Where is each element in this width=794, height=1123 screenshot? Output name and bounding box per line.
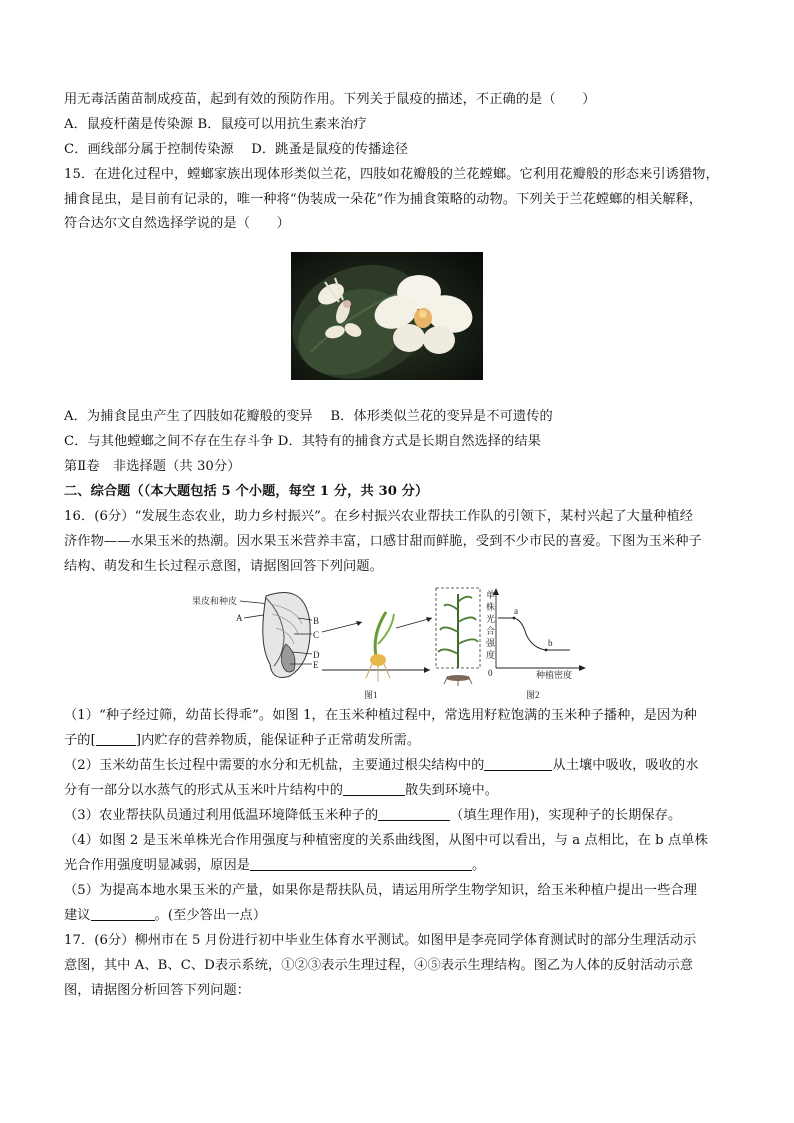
y-axis-char-4: 合: [486, 626, 496, 636]
q17-stem-line3: 图，请据图分析回答下列问题：: [64, 983, 251, 998]
q15-options-cd: C．与其他螳螂之间不存在生存斗争 D．其特有的捕食方式是长期自然选择的结果: [64, 434, 541, 449]
q16-2-answer-blank-2[interactable]: [343, 781, 405, 796]
fig2-caption: 图2: [526, 690, 540, 700]
label-seed-coat: 果皮和种皮: [192, 596, 238, 606]
q15-stem-line1: 15．在进化过程中，螳螂家族出现体形类似兰花，四肢如花瓣般的兰花螳螂。它利用花瓣般的形态来引诱猎物，: [64, 167, 719, 182]
q16-4-line2: [64, 854, 744, 878]
q16-2-suffix: 从土壤中吸收，吸收的水: [552, 758, 699, 773]
q14-stem-continued: 用无毒活菌苗制成疫苗，起到有效的预防作用。下列关于鼠疫的描述，不正确的是（ ）: [64, 92, 596, 107]
q16-stem-line1: 16．(6分）“发展生态农业，助力乡村振兴”。在乡村振兴农业帮扶工作队的引领下，某村兴起了大量种植经: [64, 509, 694, 524]
q15-stem-line2: 捕食昆虫，是目前有记录的，唯一种将“伪装成一朵花”作为捕食策略的动物。下列关于兰花螳螂的相关解释，: [64, 192, 703, 207]
point-a-label: a: [514, 606, 518, 616]
corn-seed-figure: [186, 584, 596, 704]
y-axis-char-6: 度: [486, 650, 496, 660]
point-b-label: b: [548, 638, 553, 648]
q16-2-line1: [64, 754, 744, 778]
q16-5-line2: [64, 904, 744, 928]
q16-2-answer-blank-1[interactable]: [484, 756, 552, 771]
x-axis-label: 种植密度: [536, 670, 573, 680]
q17-stem-line2: 意图，其中 A、B、C、D表示系统，①②③表示生理过程，④⑤表示生理结构。图乙为人体的反射活动示意: [64, 958, 694, 973]
y-axis-char-2: 株: [486, 602, 496, 612]
y-axis-char-5: 强: [486, 638, 496, 648]
label-e: E: [313, 660, 319, 670]
q16-1-answer-blank[interactable]: [96, 731, 136, 746]
label-c: C: [313, 630, 320, 640]
q15-options-ab: A．为捕食昆虫产生了四肢如花瓣般的变异 B．体形类似兰花的变异是不可遗传的: [64, 409, 553, 424]
q16-4-prefix: 光合作用强度明显减弱，原因是: [64, 858, 251, 873]
q16-4-suffix: 。: [472, 858, 486, 873]
y-axis-char-3: 光: [486, 614, 496, 624]
q16-2b-suffix: 散失到环境中。: [405, 783, 499, 798]
q15-stem-line3: 符合达尔文自然选择学说的是（ ）: [64, 216, 290, 231]
q16-3-prefix: （3）农业帮扶队员通过利用低温环境降低玉米种子的: [64, 808, 379, 823]
orchid-mantis-illustration: [291, 252, 483, 380]
part-two-heading: 二、综合题（（本大题包括 5 个小题，每空 1 分，共 30 分）: [64, 484, 429, 499]
q16-5-answer-blank[interactable]: [91, 906, 155, 921]
q16-4-line1: （4）如图 2 是玉米单株光合作用强度与种植密度的关系曲线图，从图中可以看出，与 a 点相比，在 b 点单株: [64, 833, 708, 848]
q16-stem-line2: 济作物——水果玉米的热潮。因水果玉米营养丰富，口感甘甜而鲜脆，受到不少市民的喜爱。下图为玉米种子: [64, 534, 702, 549]
q16-5-prefix: 建议: [64, 908, 91, 923]
q16-2b-prefix: 分有一部分以水蒸气的形式从玉米叶片结构中的: [64, 783, 344, 798]
q16-3-answer-blank[interactable]: [378, 806, 450, 821]
y-axis-char-1: 单: [486, 590, 496, 600]
orchid-mantis-photo: [291, 252, 483, 380]
q16-3-line: [64, 804, 744, 828]
q16-2-prefix: （2）玉米幼苗生长过程中需要的水分和无机盐，主要通过根尖结构中的: [64, 758, 485, 773]
q16-1-suffix: ]内贮存的营养物质，能保证种子正常萌发所需。: [135, 733, 421, 748]
q16-4-answer-blank[interactable]: [250, 856, 472, 871]
label-b: B: [313, 616, 320, 626]
origin-label: 0: [488, 668, 493, 678]
q16-stem-line3: 结构、萌发和生长过程示意图，请据图回答下列问题。: [64, 559, 383, 574]
q17-stem-line1: 17．(6分）柳州市在 5 月份进行初中毕业生体育水平测试。如图甲是李亮同学体育测试时的部分生理活动示: [64, 933, 697, 948]
label-d: D: [313, 650, 320, 660]
q16-3-suffix: （填生理作用)，实现种子的长期保存。: [450, 808, 682, 823]
q16-2-line2: [64, 779, 744, 803]
section-ii-heading: 第Ⅱ卷 非选择题（共 30分）: [64, 459, 241, 474]
q16-1-line2: [64, 729, 744, 753]
fig1-caption: 图1: [364, 690, 378, 700]
q16-1-prefix: 子的[: [64, 733, 96, 748]
q14-options-cd: C．画线部分属于控制传染源 D．跳蚤是鼠疫的传播途径: [64, 142, 409, 157]
label-a: A: [236, 613, 243, 623]
q14-options-ab: A．鼠疫杆菌是传染源 B．鼠疫可以用抗生素来治疗: [64, 117, 367, 132]
q16-5-suffix: 。(至少答出一点）: [154, 908, 267, 923]
q16-1-line1: （1）“种子经过筛，幼苗长得乖”。如图 1，在玉米种植过程中，常选用籽粒饱满的玉米种子播种，是因为种: [64, 708, 697, 723]
q16-5-line1: （5）为提高本地水果玉米的产量，如果你是帮扶队员，请运用所学生物学知识，给玉米种植户提出一些合理: [64, 883, 697, 898]
